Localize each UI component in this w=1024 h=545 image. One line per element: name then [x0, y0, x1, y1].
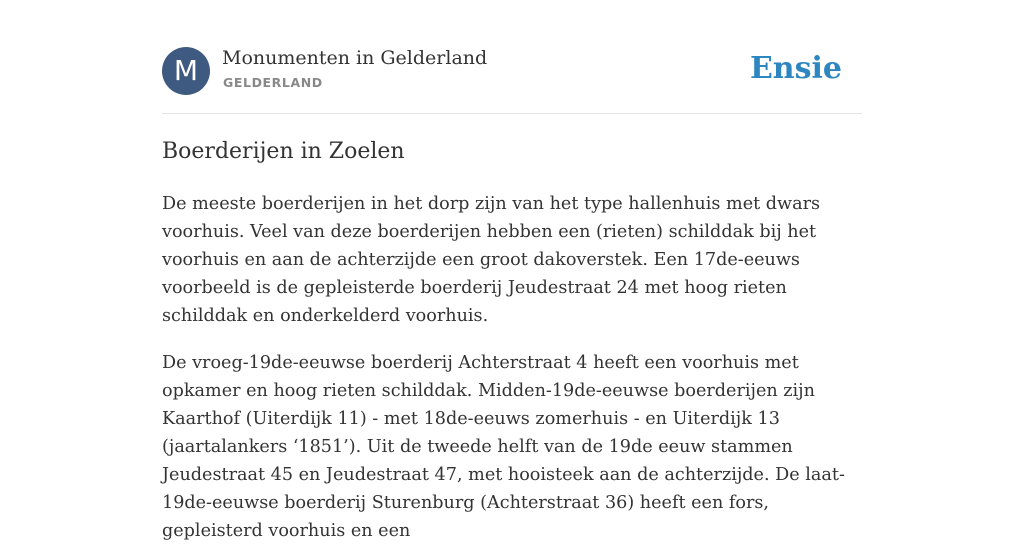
article	[162, 136, 872, 545]
brand-logo[interactable]: Ensie	[749, 51, 842, 86]
site-title[interactable]: Monumenten in Gelderland	[222, 47, 488, 69]
site-header	[162, 47, 862, 95]
article-title: Boerderijen in Zoelen	[162, 139, 405, 164]
article-paragraph-2: De vroeg-19de-eeuwse boerderij Achterstraat 4 heeft een voorhuis met opkamer en hoog rieten schilddak. Midden-19de-eeuwse boerderijen zijn Kaarthof (Uiterdijk 11) - met 18de-eeuws zomerhuis - en Uiterdijk 13 (jaartalankers ‘1851’). Uit de tweede helft van de 19de eeuw stammen Jeudestraat 45 en Jeudestraat 47, met hooisteek aan de achterzijde. De laat-19de-eeuwse boerderij Sturenburg (Achterstraat 36) heeft een fors, gepleisterd voorhuis en een	[162, 353, 845, 541]
article-paragraph-1: De meeste boerderijen in het dorp zijn van het type hallenhuis met dwars voorhuis. Veel van deze boerderijen hebben een (rieten) schilddak bij het voorhuis en aan de achterzijde een groot dakoverstek. Een 17de-eeuws voorbeeld is de gepleisterde boerderij Jeudestraat 24 met hoog rieten schilddak en onderkelderd voorhuis.	[162, 194, 821, 326]
avatar[interactable]: M	[162, 47, 210, 95]
header-divider	[162, 113, 862, 114]
site-subtitle[interactable]: GELDERLAND	[223, 75, 323, 90]
